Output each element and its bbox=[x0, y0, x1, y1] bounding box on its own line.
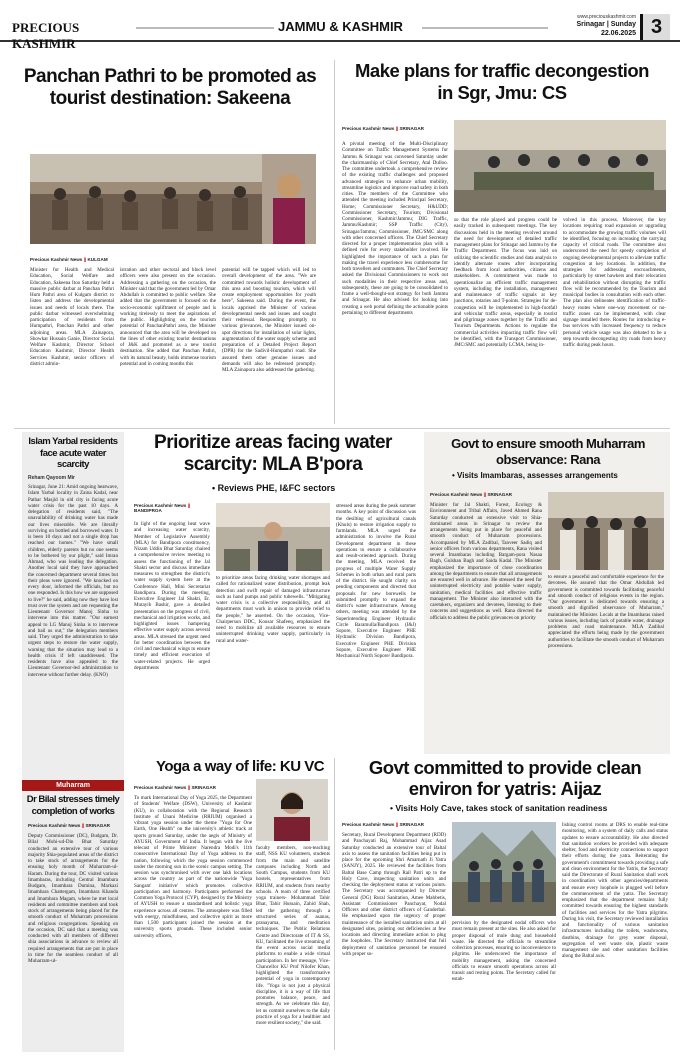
headline-aijaz: Govt committed to provide clean environ for yatris: Aijaz bbox=[368, 757, 642, 799]
darbar-scene-illustration bbox=[30, 154, 316, 244]
review-meeting-illustration bbox=[216, 503, 330, 571]
page-number: 3 bbox=[650, 16, 663, 38]
page-number-box bbox=[640, 14, 670, 40]
story1-col2: istration and other sectoral and block level officers were also present on the occasion. Addressing a gathering on the occasion, the Minister said that the government led by Omar Abdullah is committed to public welfare. She added that the government is focused on the socio-economic upliftment of people and is working tirelessly to meet the aspirations of the public. Highlighting on the tourism potential of PanchanPathri area, the Minister announced that the area will be developed on the lines of other existing tourist destinations of J&K and promoted as a new tourist destination. She added that Panchan Pathri, with its natural beauty, holds immense tourism potential and in coming months this bbox=[120, 267, 216, 367]
author-line: Reham Qayoom Mir bbox=[28, 475, 75, 481]
byline-source: Precious Kashmir News bbox=[342, 822, 395, 827]
headline-traffic: Make plans for traffic decongestion in Sgr, Jmu: CS bbox=[355, 60, 649, 103]
byline-kulgam: Precious Kashmir News || KULGAM bbox=[30, 257, 108, 262]
byline-place: SRINAGAR bbox=[487, 492, 512, 497]
story5-col2: to ensure a peaceful and comfortable experience for the devotees. He assured that the Omar Abdullah led government is committed towards facilitating peaceful and smooth conduct of religious events in the region. "Our government is dedicated towards ensuring a smooth and dignified observance of Muharram," maintained the Minister. Locals at the Imambaras raised various issues, including lack of potable water, drainage problems and road maintenance. MLA Zadibal appreciated the efforts being made by the government authorities to facilitate the smooth conduct of Muharram processions. bbox=[548, 574, 664, 649]
story6-col1: To mark International Day of Yoga 2025, the Department of Students' Welfare (DSW), University of Kashmir (KU), in collaboration with the Regional Research Institute of Unani Medicine (RRIUM) organised a vibrant yoga session under the theme "Yoga for One Earth, One Health" on the university's athletic track at sports ground Saturday, under the aegis of Ministry of AYUSH, Government of India. It began with the live telecast of Prime Minister Narendra Modi's 11th consecutive International Day of Yoga address to the nation, following which the yoga session commenced under the morning sun in the scenic campus setting. The session was synchronised with over one lakh locations across the country as part of the nationwide 'Yoga Sangam' initiative' which promotes collective participation and harmony. Participants performed the Common Yoga Protocol (CYP), designed by the Ministry of AYUSH to ensure a standardised and holistic yoga experience across all centres. The atmosphere was filled with energy, mindfulness, and collective spirit as more than 1,500 participants joined the session at the university sports grounds. These included senior university officers, bbox=[134, 795, 252, 939]
byline-source: Precious Kashmir News bbox=[30, 257, 83, 262]
headline-panchan-pathri: Panchan Pathri to be promoted as tourist destination: Sakeena bbox=[23, 66, 317, 109]
photo-rana-visit bbox=[548, 492, 664, 570]
byline-source: Precious Kashmir News bbox=[134, 785, 187, 790]
byline-source: Precious Kashmir News bbox=[430, 492, 483, 497]
headline-mla-bpora: Prioritize areas facing water scarcity: MLA B'pora bbox=[154, 432, 392, 475]
story2-col1: A pivotal meeting of the Multi-Disciplinary Committee on Traffic Management Systems for Jammu & Srinagar was convened Saturday under the chairmanship of Chief Secretary, Atal Dulloo. The committee undertook a comprehensive review of the existing traffic challenges and proposed advanced strategies to enhance urban mobility, streamline logistics and improve road safety in both cities. The members of the Committee who attended the meeting included Principal Secretary, Home; Commissioner Secretary, H&UDD; Commissioner Secretary, Tourism; Divisional Commissioner, Kashmir/Jammu; DIG Traffic, Jammu/Kashmir; SSP Traffic (City), Srinagar/Jammu; Commissioner, JMC/SMC along with other concerned officers. The Chief Secretary directed for a proper implementation plan with a defined role for every stakeholder involved. He highlighted the importance of such a plan for making the travel experience less cumbersome for both travellers and commuters. The Chief Secretary asked the Divisional Commissioners to work out such modalities in their respective areas and, subsequently, these are going to be consolidated to frame a well-thought-out strategy for both Jammu and Srinagar. He also advised for looking into creating a web portal defining the actionable points pertaining to different departments bbox=[342, 141, 448, 316]
column-divider-top bbox=[334, 60, 335, 424]
headline-rana: Govt to ensure smooth Muharram observance: Rana bbox=[451, 436, 645, 467]
byline-source: Precious Kashmir News bbox=[134, 503, 187, 508]
website-url: www.preciouskashmir.com bbox=[577, 14, 636, 20]
byline-place: SRINAGAR bbox=[85, 823, 110, 828]
byline-place: KULGAM bbox=[87, 257, 108, 262]
photo-mla-meeting bbox=[216, 503, 330, 571]
kicker-imambaras: • Visits Imambaras, assesses arrangements bbox=[452, 471, 662, 480]
section-label-muharram: Muharram bbox=[56, 782, 90, 789]
story1-col3: potential will be tapped which will led to overall development of the area. "We are committed towards holistic development of this area and boosting tourism, which will create employment opportunities for youth here", Sakeena said. During the event, the locals apprised the Minister of various developmental needs and issues and sought their redressal. Responding promptly to various grievances, the Minister issued on-spot directions for installation of solar lights, augmentation of the water supply scheme and preparation of a Detailed Project Report (DPR) for the Sadivil-Humpathri road. She assured them other genuine issues and demands will also be redressed promptly. MLA Zainapora also addressed the gathering. bbox=[222, 267, 316, 373]
section-title: JAMMU & KASHMIR bbox=[278, 19, 403, 34]
story4-col3: stressed areas during the peak summer months. A key point of discussion was the desilting of agricultural canals (Khuls) to restore irrigation supply to farmlands. MLA urged the administration to involve the Rural Development department in these operations to ensure a collaborative and result-oriented approach. During the meeting, MLA received the progress of multiple Water Supply Schemes in both urban and rural parts of the district. He sought clarity on pending components and directed that proposals for new borewells be submitted promptly to expand the district's water infrastructure. Among others, meeting was attended by the Superintending Engineer Hydraulic Circle Baramulla/Bandipora (I&J) Sopore, Executive Engineer PHE Hydraulic Division Bandipora, Executive Engineer PHE Division Sopore, Executive Engineer PHE Mechanical North Sopore/ Bandipora. bbox=[336, 503, 416, 659]
byline-bandipora: Precious Kashmir News || BANDIPROA bbox=[134, 503, 191, 513]
story2-col2: so that the role played and progress could be easily tracked in subsequent meetings. The key discussions held in the meeting revolved around the need for development of detailed traffic management plans for Srinagar and Jammu by the Traffic Department. The focus was laid on utilizing the scientific studies and data analysis to identify alternate routes after incorporating feedback from local authorities, citizens and stakeholders. A commitment was made to operationalize an efficient traffic management system, including the installation, management and maintenance of traffic signals at key junctions, rotaries and T-points. Strategies for de-congestion will be implemented in high-footfall and vehicular traffic areas, especially in tourist and pilgrimage zones together by the Traffic and Tourism Departments. Actions to regulate the commercial activities impacting traffic flow will be identified, with the Transport Commissioner, JMC/SMC and potentially LCMA, being in- bbox=[454, 217, 557, 348]
story7-col2: pervision by the designated nodal officers who must remain present at the sites. He also asked for proper disposal of mule dung and household waste. He directed the officials to streamline collection processes, ensuring no inconvenience to pilgrims. He underscored the importance of mobility management, asking the concerned officials to ensure smooth operations across all transit and resting points. The Secretary called for estab- bbox=[452, 920, 556, 983]
imambara-visit-illustration bbox=[548, 492, 664, 570]
kicker-holy-cave: • Visits Holy Cave, takes stock of sanitation readiness bbox=[390, 803, 670, 813]
story8-col: Deputy Commissioner (DC), Budgam, Dr. Bilal Mohi-ud-Din Bhat Saturday conducted an extensive tour of various majority Shia-populated areas of the district to take stock of arrangements for the ensuing holy month of Muharram-ul-Haram. During the tour, DC visited various Imambaras, including Central Imambara Budgam, Imambara Dumina, Markazi Imambara Chattergam, Imambara Khanda and Imambara Magam, where he met local residents and committee members and took stock of arrangements being placed for the smooth conduct of Muharram processions and religious congregations. Speaking on the occasion, DC said that a meeting was conducted with all members of different shia associations in advance to review all required arrangements that are put in place in time for the seamless conduct of all Muharram-ul- bbox=[28, 833, 118, 964]
headline-yoga: Yoga a way of life: KU VC bbox=[155, 758, 325, 775]
page-header bbox=[0, 0, 680, 51]
byline-source: Precious Kashmir News bbox=[342, 126, 395, 131]
photo-public-darbar bbox=[30, 154, 316, 244]
story3-col: Srinagar, June 21: Amid ongoing heatwave, Islam Yarbal locality in Zaina Kadal, near Pathar Masjid in old city is facing acute water crisis for the past 10 days. A delegation of residents said, "The unavailability of drinking water has made our lives miserable. We are literally surviving on bottled and borrowed water. It is been 10 days and not a single drop has reached our homes." "We have small children, elderly parents but no one seems to be bothered by our plight," said Imran Ahmad, who was leading the delegation. Another local said they have approached the concerned department several times but their pleas were ignored. "We knocked on every door, informed the officials, but no one responded. Is this how we are supposed to live?" he said, adding now they have lost trust over the system and are requesting the Lieutenant Governor Manoj Sinha to intervene into this matter. "Our earnest appeal to LG Manoj Sinha is to intervene and bail us out," the delegation members said. They urged the administration to take urgent steps to restore the water supply, warning that the situation may lead to a health crisis if left unaddressed. The residents have also appealed to the Lieutenant Governor-led administration to intervene without further delay. (KNO) bbox=[28, 484, 118, 678]
portrait-illustration bbox=[256, 779, 328, 841]
section-divider bbox=[14, 428, 670, 429]
story4-col1: In light of the ongoing heat wave and increasing water scarcity, Member of Legislative Assembly (MLA) for Bandipora constituency, Nizam Uddin Bhat Saturday chaired a comprehensive review meeting to assess the functioning of the Jal Shakti sector and discuss immediate measures to strengthen the district's water supply system here at the Conference Hall, Mini Secretariat Bandipora. During the meeting, Executive Engineer Jal Shakti, Er. Mutayib Bashir, gave a detailed presentation on the progress of civil, mechanical and irrigation works, and highlighted issues hampering effective water supply across several areas. MLA stressed the urgent need for better coordination between the civil and mechanical wings to ensure timely and efficient execution of water-related projects. He urged departments bbox=[134, 521, 210, 671]
baltal-visit-illustration bbox=[452, 822, 556, 916]
photo-traffic-meeting bbox=[454, 120, 666, 212]
byline-place: SRINAGAR bbox=[399, 126, 424, 131]
photo-baltal-axis bbox=[452, 822, 556, 916]
headline-water-crisis: Islam Yarbal residents face acute water scarcity bbox=[28, 436, 118, 470]
byline-place: SRINAGAR bbox=[399, 822, 424, 827]
byline-traffic: Precious Kashmir News || SRINAGAR bbox=[342, 126, 424, 131]
story4-col2: to prioritize areas facing drinking water shortages and called for rationalized water distribution, prompt leak detection and swift repair of damaged infrastructure such as hand pumps and public tubewells. "Mitigating water crisis is a collective responsibility, and all departments must work in unison to provide relief to the people," he asserted. On the occasion, Vice-Chairperson DDC, Kousar Shafeeq, emphasized the need to mobilize all available resources to ensure uninterrupted drinking water supply, particularly in rural and water- bbox=[216, 575, 330, 644]
story7-col3: lishing control rooms at DRS to enable real-time monitoring, with a system of daily calls and status updates to ensure accountability. He also directed that sanitation workers be provided with adequate shelter, food and electricity connections to support their efforts during the yatra. Reiterating the government's commitment towards providing a safe and clean environment for the Yatris, the Secretary said the Directorate of Rural Sanitation shall work in coordination with other agencies/departments and ensure every loophole is plugged well before the commencement of the yatra. The Secretary emphasized that the department remains fully committed towards ensuring the highest standards of facilities and services for the Yatra pilgrims. During his visit, the Secretary reviewed installation and functionality of various sanitation infrastructures including the toilets, washrooms, dustbins, drainage for grey water disposal, segregation of wet waste site, plastic waste management site and other sanitation facilities along the Baltal axis. bbox=[562, 822, 668, 960]
byline-budgam: Precious Kashmir News || SRINAGAR bbox=[28, 823, 110, 828]
headline-dr-bilal: Dr Bilal stresses timely completion of works bbox=[26, 794, 120, 817]
column-divider-bottom bbox=[334, 758, 335, 1050]
byline-place: BANDIPROA bbox=[134, 508, 162, 513]
byline-rana: Precious Kashmir News || SRINAGAR bbox=[430, 492, 512, 497]
story1-col1: Minister for Health and Medical Education, Social Welfare and Education, Sakeena Itoo Saturday held a massive public darbar at Panchan Pathri Hum Pathri area of Kulgam district to listen and address the developmental issues and needs of locals there. The public darbar witnessed overwhelming participation of residents from Humpathri, Panchan Pathri and other adjoining areas. MLA Zainapora, Showkat Hussain Ganie, Director Social Welfare Kashmir, Director School Education Kashmir, Director Health Services Kashmir, senior officers of district admin- bbox=[30, 267, 114, 367]
header-rule-right bbox=[422, 27, 548, 29]
byline-source: Precious Kashmir News bbox=[28, 823, 81, 828]
kicker-phe: • Reviews PHE, I&FC sectors bbox=[212, 483, 412, 493]
muharram-label-bar bbox=[22, 780, 124, 791]
dateline: Srinagar | Sunday bbox=[576, 21, 636, 28]
meeting-scene-illustration bbox=[454, 120, 666, 212]
byline-aijaz: Precious Kashmir News || SRINAGAR bbox=[342, 822, 424, 827]
byline-yoga: Precious Kashmir News || SRINAGAR bbox=[134, 785, 216, 790]
story7-col1: Secretary, Rural Development Department (RDD) and Panchayati Raj, Mohammad Aijaz Asad Saturday conducted an extensive tour of Baltal axis to assess the sanitation facilities being put in place for the upcoming Shri Amarnath Ji Yatra (SANJY), 2025. He reviewed the facilities from Baltal Base Camp through Rail Patri up to the Holy Cave, inspecting sanitation units and checking the deployment status at various points. The Secretary was accompanied by Director General (DG) Rural Sanitation, Amee Mahbetis, Assistant Commissioner Panchayat, Nodal Officers and other district officers of Ganderbal. He emphasized upon the urgency of proper maintenance of the installed sanitation units at all designated sites, pointing out deficiencies at few locations and directing immediate action to plug the loopholes. The Secretary instructed that full deployment of sanitation personnel be ensured with proper su- bbox=[342, 832, 446, 957]
header-rule-left bbox=[136, 27, 274, 29]
byline-place: SRINAGAR bbox=[191, 785, 216, 790]
date: 22.06.2025 bbox=[600, 30, 636, 37]
photo-vc-portrait bbox=[256, 779, 328, 841]
story2-col3: volved in this process. Moreover, the key locations requiring road expansion or upgrading to accommodate the growing traffic volumes will be identified, focusing on increasing the carrying capacity of critical roads. The committee also underscored the need for speedy completion of ongoing developmental projects to alleviate traffic congestion at key locations. In addition, the strategies for addressing encroachments, particularly by street hawkers and their relocation and rehabilitation without disrupting the traffic flow will be recommended by the Tourism and municipal bodies in consultation with each other. The plan also delineates identification of traffic-heavy routes where one-way movement or no-traffic zones can be implemented, with clear signage installed there. Routes for introducing e-bus services with increased frequency to reduce personal vehicle usage was also debated to be a step towards decongesting city roads from heavy traffic during peak hours. bbox=[563, 217, 666, 348]
story6-col2: faculty members, non-teaching staff, NSS KU volunteers, students from the main and satellite campuses including North and South Campus, students from KU hostels, representatives from RRIUM, and students from nearby schools. A team of three certified yoga trainers- Mohammad Tahir Bhat, Tahir Hussain, Zahid Shah, led the gathering through a structured series of asanas, pranayama, and meditation techniques. The Public Relations Centre and Directorate of IT & SS, KU, facilitated the live streaming of the event across social media platforms to enable a wide virtual participation. In her message, Vice-Chancellor KU Prof Nilofer Khan, highlighted the transformative potential of yoga in contemporary life. "Yoga is not just a physical discipline, it is a way of life that promotes balance, peace, and strength. As we celebrate this day, let us commit ourselves to the daily practice of yoga for a healthier and more resilient society," she said. bbox=[256, 845, 330, 1026]
story5-col1: Minister for Jal Shakti, Forest, Ecology & Environment and Tribal Affairs, Javed Ahmed Rana Saturday conducted an extensive visit to Shia-dominated areas in Srinagar to review the arrangements being put in place for peaceful and smooth conduct of Muharram processions. Accompanied by MLA Zadibal, Tanveer Sadiq and senior officers from various departments, Rana visited several Imambaras including Bargam-pora Nasaa Bagh, Gulshan Bagh and Saida Kadal. The Minister emphasized the importance of close coordination among the departments to ensure that all arrangements are ensured well in advance. He stressed the need for uninterrupted electricity and potable water supply, sanitation, medical facilities and effective traffic management. The Minister also interacted with the caretakers, organizers and devotees, listening to their concerns and suggestions as well. Rana directed the officials to address the public grievances on priority bbox=[430, 502, 542, 621]
masthead-left: PRECIOUS KASHMIR bbox=[12, 20, 80, 51]
